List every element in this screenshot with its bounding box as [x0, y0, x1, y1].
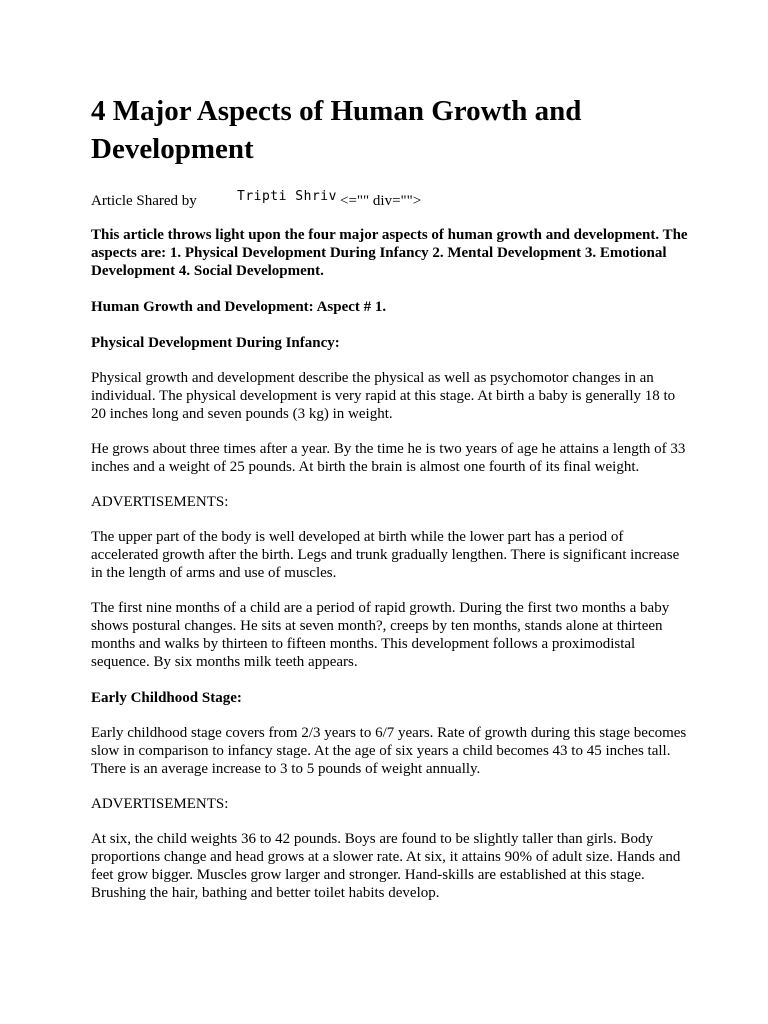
- section-heading-physical-development: Physical Development During Infancy:: [91, 335, 340, 351]
- article-page: [91, 92, 691, 902]
- paragraph-5: Early childhood stage covers from 2/3 years to 6/7 years. Rate of growth during this stage becomes slow in comparison to infancy stage. At the age of six years a child becomes 43 to 45 inches tall. There is an average increase to 3 to 5 pounds of weight annually.: [91, 725, 687, 777]
- byline-stray-markup: <="" div="">: [340, 193, 422, 209]
- author-name-image[interactable]: Tripti Shriv: [237, 189, 337, 204]
- advertisements-label: ADVERTISEMENTS:: [91, 796, 229, 812]
- paragraph-1: Physical growth and development describe the physical as well as psychomotor changes in an individual. The physical development is very rapid at this stage. At birth a baby is generally 18 to 20 inches long and seven pounds (3 kg) in weight.: [91, 370, 676, 422]
- byline-label: Article Shared by: [91, 193, 197, 209]
- intro-paragraph: This article throws light upon the four major aspects of human growth and development. The aspects are: 1. Physical Development During Infancy 2. Mental Development 3. Emotional Development 4. Social Development.: [91, 227, 688, 279]
- paragraph-4: The first nine months of a child are a period of rapid growth. During the first two months a baby shows postural changes. He sits at seven month?, creeps by ten months, stands alone at thirteen months and walks by thirteen to fifteen months. This development follows a proximodistal sequence. By six months milk teeth appears.: [91, 600, 670, 670]
- paragraph-3: The upper part of the body is well developed at birth while the lower part has a period of accelerated growth after the birth. Legs and trunk gradually lengthen. There is significant increase in the length of arms and use of muscles.: [91, 529, 680, 581]
- aspect-heading: Human Growth and Development: Aspect # 1.: [91, 299, 387, 315]
- advertisements-label: ADVERTISEMENTS:: [91, 494, 229, 510]
- section-heading-early-childhood: Early Childhood Stage:: [91, 690, 242, 706]
- article-title: 4 Major Aspects of Human Growth and Development: [91, 95, 582, 165]
- paragraph-6: At six, the child weights 36 to 42 pounds. Boys are found to be slightly taller than girls. Body proportions change and head grows at a slower rate. At six, it attains 90% of adult size. Hands and feet grow bigger. Muscles grow larger and stronger. Hand-skills are established at this stage. Brushing the hair, bathing and better toilet habits develop.: [91, 831, 681, 901]
- paragraph-2: He grows about three times after a year. By the time he is two years of age he attains a length of 33 inches and a weight of 25 pounds. At birth the brain is almost one fourth of its final weight.: [91, 441, 686, 475]
- byline: [91, 191, 691, 211]
